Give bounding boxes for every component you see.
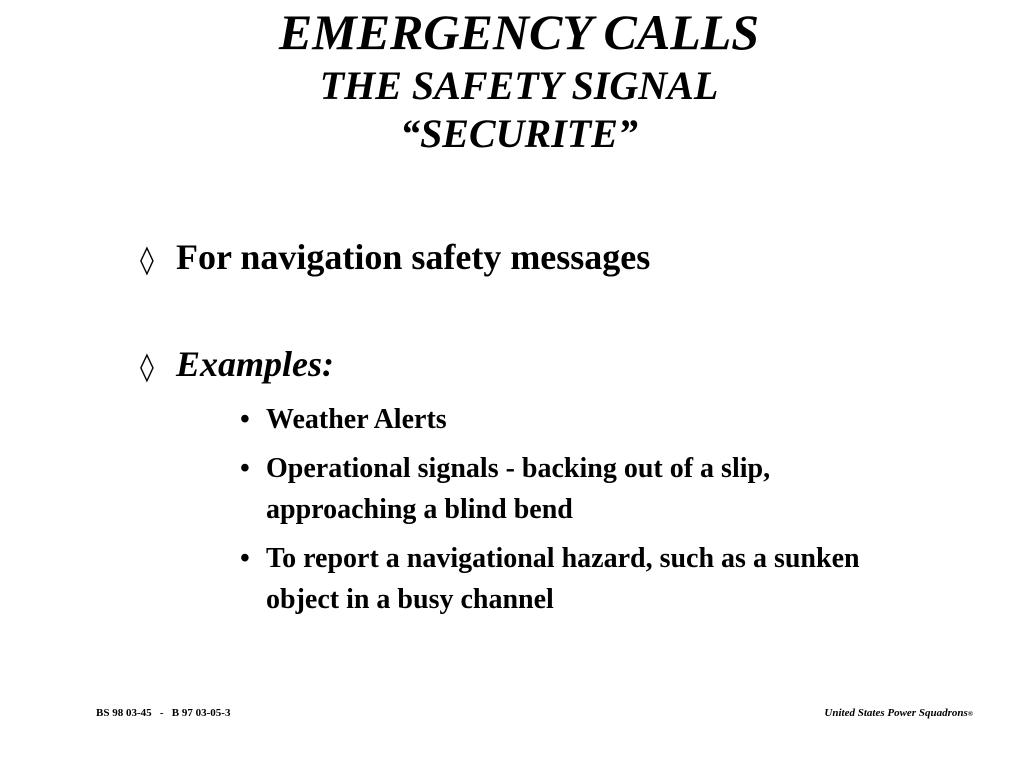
title-block xyxy=(0,2,1024,158)
examples-list xyxy=(240,399,920,628)
diamond-bullet-icon: ◊ xyxy=(140,243,154,276)
diamond-bullet-icon: ◊ xyxy=(140,350,154,383)
bullet-examples xyxy=(140,343,334,388)
footer-organization-name: United States Power Squadrons xyxy=(824,707,968,719)
list-item xyxy=(240,448,920,530)
footer-organization xyxy=(824,707,973,719)
list-item-text: To report a navigational hazard, such as a sunken object in a busy channel xyxy=(266,543,860,615)
bullet-text: Examples: xyxy=(176,344,334,384)
registered-mark: ® xyxy=(967,710,973,718)
dot-bullet-icon: • xyxy=(240,453,250,484)
list-item xyxy=(240,538,920,620)
list-item xyxy=(240,399,920,440)
bullet-text: For navigation safety messages xyxy=(176,237,651,277)
slide-subtitle-line-2: “SECURITE” xyxy=(400,111,638,156)
slide-subtitle-line-1: THE SAFETY SIGNAL xyxy=(319,63,719,108)
slide-title: EMERGENCY CALLS xyxy=(278,4,760,60)
dot-bullet-icon: • xyxy=(240,543,250,574)
bullet-navigation-safety xyxy=(140,236,650,281)
list-item-text: Weather Alerts xyxy=(266,404,447,435)
list-item-text: Operational signals - backing out of a slip, approaching a blind bend xyxy=(266,453,771,525)
footer-course-code: BS 98 03-45 - B 97 03-05-3 xyxy=(96,707,231,719)
dot-bullet-icon: • xyxy=(240,404,250,435)
